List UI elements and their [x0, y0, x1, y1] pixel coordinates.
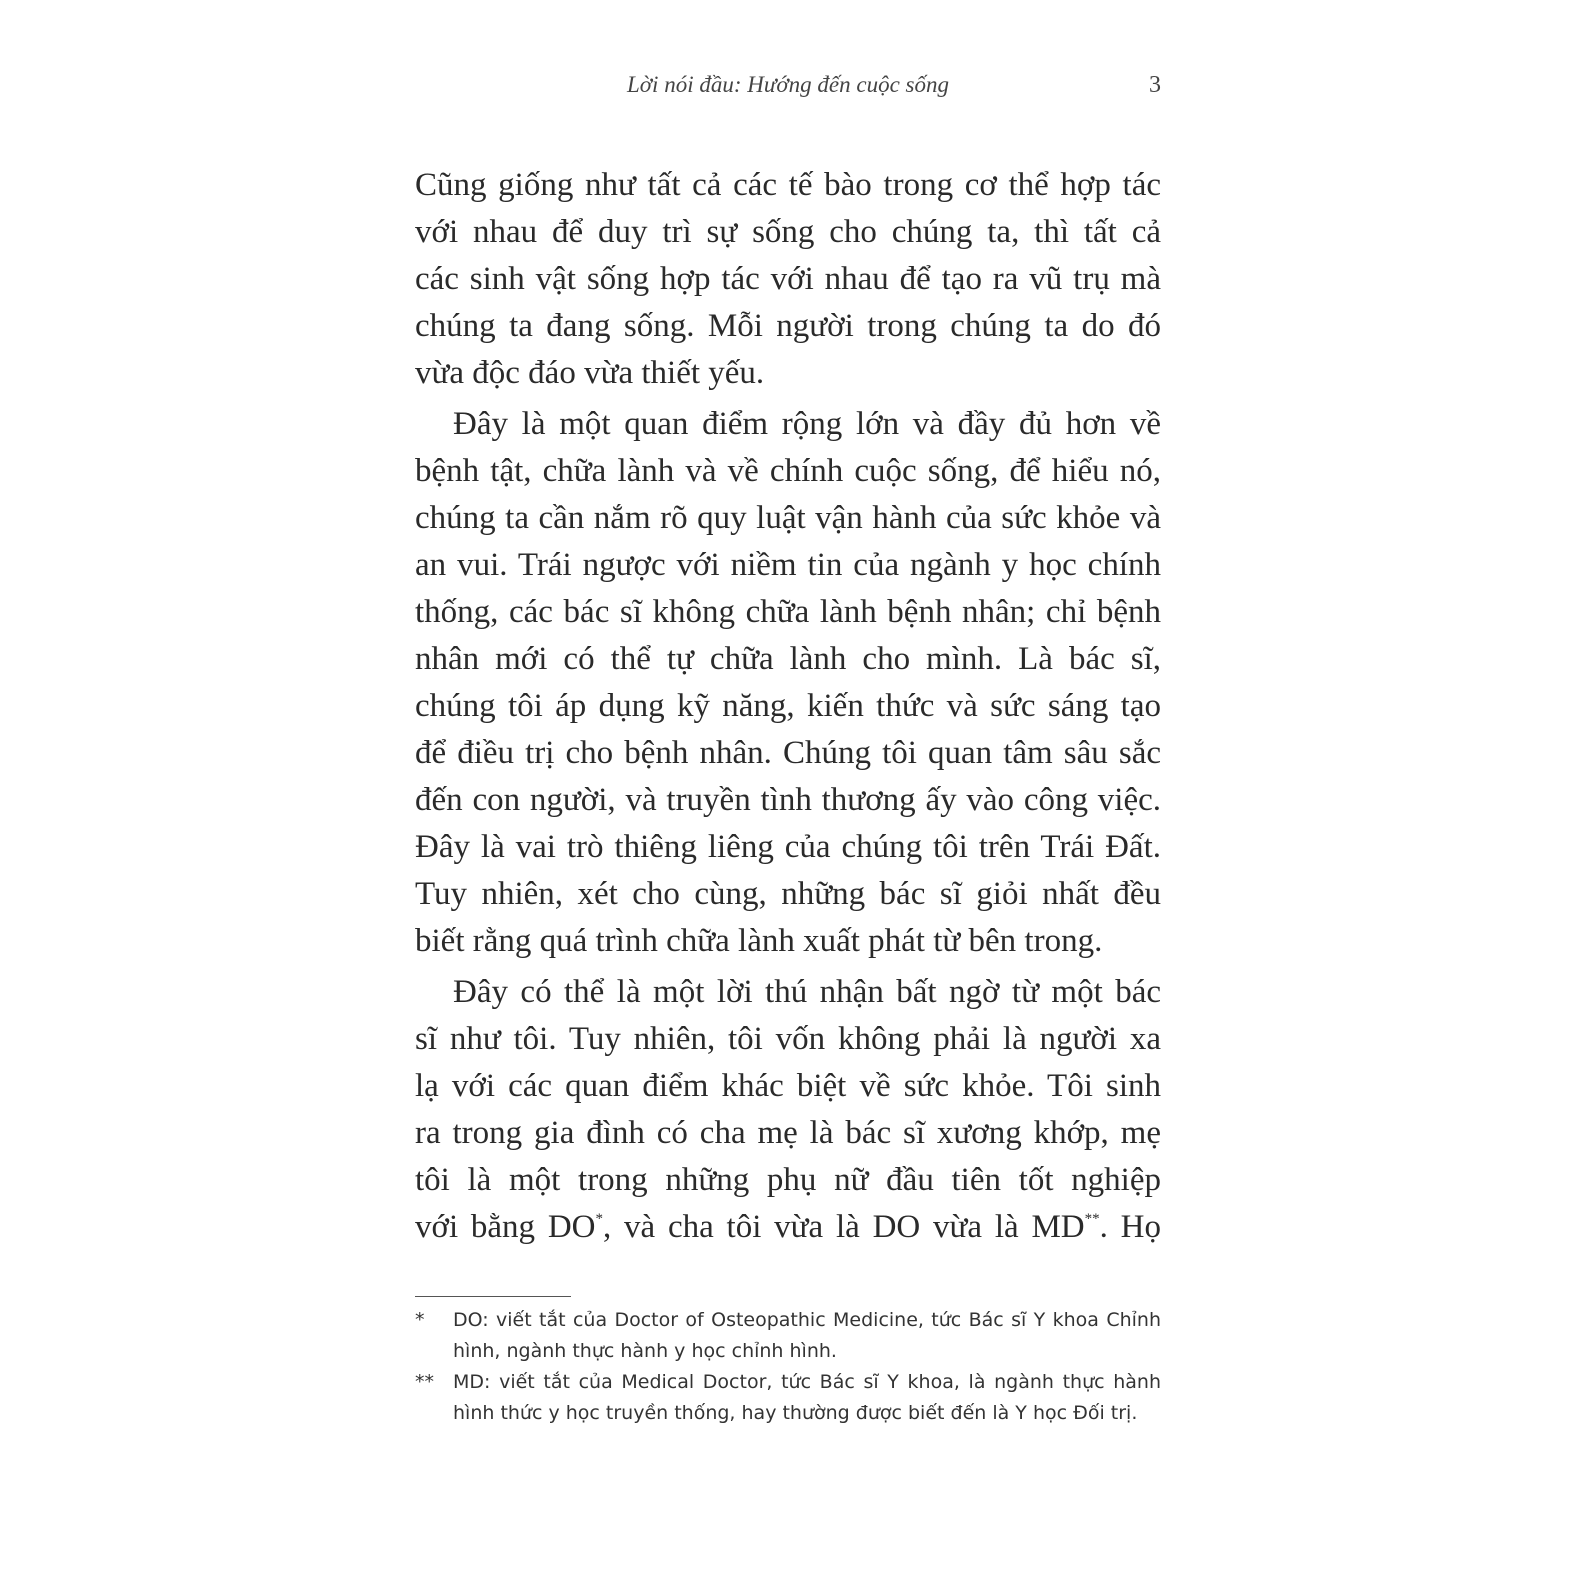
text-line: chúng ta đang sống. Mỗi người trong chúng ta do đó — [415, 308, 1161, 344]
page-number: 3 — [1149, 72, 1161, 98]
text-line: Đây là vai trò thiêng liêng của chúng tôi trên Trái Đất. — [415, 829, 1161, 865]
footnote-marker: ** — [415, 1371, 434, 1393]
text-line: chúng tôi áp dụng kỹ năng, kiến thức và sức sáng tạo — [415, 688, 1161, 724]
footnotes — [415, 1305, 1161, 1429]
footnote-line: DO: viết tắt của Doctor of Osteopathic Medicine, tức Bác sĩ Y khoa Chỉnh — [453, 1309, 1161, 1331]
text-line: Đây có thể là một lời thú nhận bất ngờ từ một bác — [453, 974, 1161, 1010]
paragraph-2 — [415, 401, 1161, 965]
text-line: các sinh vật sống hợp tác với nhau để tạo ra vũ trụ mà — [415, 261, 1161, 297]
paragraph-3 — [415, 969, 1161, 1251]
text-line: an vui. Trái ngược với niềm tin của ngành y học chính — [415, 547, 1161, 583]
footnote-1 — [415, 1305, 1161, 1367]
text-segment: . Họ — [1099, 1209, 1161, 1245]
text-line: để điều trị cho bệnh nhân. Chúng tôi quan tâm sâu sắc — [415, 735, 1161, 771]
text-line: vừa độc đáo vừa thiết yếu. — [415, 355, 765, 391]
footnote-ref-2[interactable]: ** — [1084, 1211, 1100, 1227]
footnote-line: hình thức y học truyền thống, hay thường được biết đến là Y học Đối trị. — [453, 1402, 1138, 1424]
footnote-2 — [415, 1367, 1161, 1429]
text-line: tôi là một trong những phụ nữ đầu tiên tốt nghiệp — [415, 1162, 1161, 1198]
body-text — [415, 162, 1161, 1251]
text-line: Đây là một quan điểm rộng lớn và đầy đủ hơn về — [453, 406, 1161, 442]
text-line: lạ với các quan điểm khác biệt về sức khỏe. Tôi sinh — [415, 1068, 1161, 1104]
text-line: Tuy nhiên, xét cho cùng, những bác sĩ giỏi nhất đều — [415, 876, 1161, 912]
text-line: thống, các bác sĩ không chữa lành bệnh nhân; chỉ bệnh — [415, 594, 1161, 630]
running-header — [415, 72, 1161, 108]
text-line: nhân mới có thể tự chữa lành cho mình. Là bác sĩ, — [415, 641, 1161, 677]
text-line: với nhau để duy trì sự sống cho chúng ta, thì tất cả — [415, 214, 1161, 250]
footnote-line: MD: viết tắt của Medical Doctor, tức Bác sĩ Y khoa, là ngành thực hành — [453, 1371, 1161, 1393]
paragraph-1 — [415, 162, 1161, 397]
text-line: Cũng giống như tất cả các tế bào trong cơ thể hợp tác — [415, 167, 1161, 203]
text-line: sĩ như tôi. Tuy nhiên, tôi vốn không phải là người xa — [415, 1021, 1161, 1057]
text-segment: với bằng DO — [415, 1209, 596, 1245]
footnote-ref-1[interactable]: * — [595, 1211, 603, 1227]
text-line-with-footnote-refs — [415, 1204, 1161, 1251]
footnote-divider — [415, 1296, 571, 1297]
text-segment: , và cha tôi vừa là DO vừa là MD — [603, 1209, 1085, 1245]
footnote-line: hình, ngành thực hành y học chỉnh hình. — [453, 1340, 837, 1362]
text-line: bệnh tật, chữa lành và về chính cuộc sống, để hiểu nó, — [415, 453, 1161, 489]
running-title: Lời nói đầu: Hướng đến cuộc sống — [626, 72, 949, 97]
footnote-marker: * — [415, 1309, 425, 1331]
text-line: biết rằng quá trình chữa lành xuất phát từ bên trong. — [415, 923, 1103, 959]
text-line: chúng ta cần nắm rõ quy luật vận hành của sức khỏe và — [415, 500, 1161, 536]
text-line: ra trong gia đình có cha mẹ là bác sĩ xương khớp, mẹ — [415, 1115, 1161, 1151]
text-line: đến con người, và truyền tình thương ấy vào công việc. — [415, 782, 1161, 818]
